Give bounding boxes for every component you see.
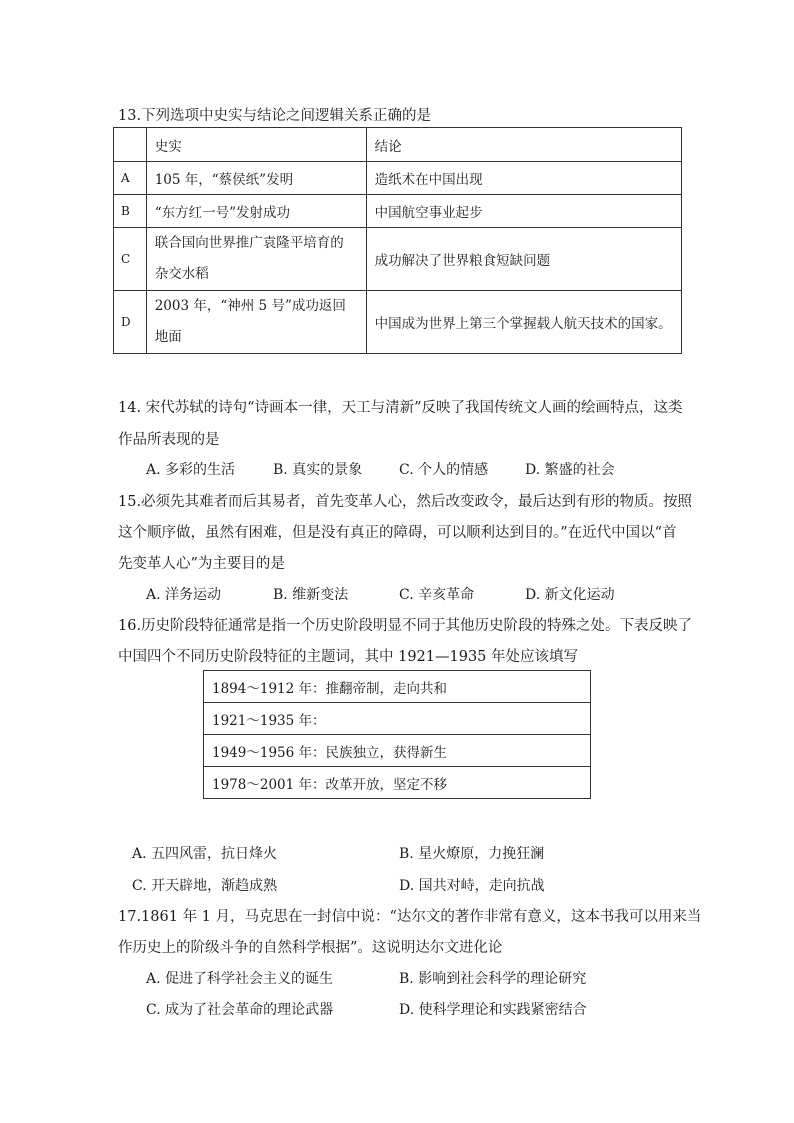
q14-option-b: B. 真实的景象: [273, 462, 363, 478]
q13-row-fact-line2: 杂交水稻: [154, 266, 209, 282]
q13-row-key: B: [114, 195, 147, 228]
q13-stem: 13.下列选项中史实与结论之间逻辑关系正确的是: [118, 108, 432, 124]
q13-row-d: [114, 291, 682, 354]
q16-option-b: B. 星火燎原，力挽狂澜: [399, 846, 545, 862]
q16-stem-line1: 16.历史阶段特征通常是指一个历史阶段明显不同于其他历史阶段的特殊之处。下表反映了: [118, 618, 693, 634]
q14-stem-line1: 14. 宋代苏轼的诗句“诗画本一律，天工与清新”反映了我国传统文人画的绘画特点，这类: [118, 400, 683, 416]
q16-stem-line2: 中国四个不同历史阶段特征的主题词，其中 1921—1935 年处应该填写: [118, 649, 579, 665]
q14-option-c: C. 个人的情感: [399, 462, 489, 478]
q13-header-key: [114, 128, 147, 162]
q16-option-a: A. 五四风雷，抗日烽火: [132, 846, 278, 862]
q13-row-c: [114, 228, 682, 291]
q17-stem-line1: 17.1861 年 1 月，马克思在一封信中说：“达尔文的著作非常有意义，这本书我可以用来当: [118, 909, 702, 925]
q13-row-conclusion: 中国航空事业起步: [366, 195, 681, 228]
q13-row-fact: [146, 228, 366, 291]
q13-row-fact: “东方红一号”发射成功: [146, 195, 366, 228]
q14-option-d: D. 繁盛的社会: [525, 462, 615, 478]
q14-stem-line2: 作品所表现的是: [118, 432, 220, 448]
q15-option-a: A. 洋务运动: [146, 587, 222, 603]
q13-row-fact: [146, 291, 366, 354]
q16-table-row: 1949～1956 年：民族独立，获得新生: [204, 735, 591, 767]
q16-option-d: D. 国共对峙，走向抗战: [399, 878, 545, 894]
q17-option-c: C. 成为了社会革命的理论武器: [146, 1002, 334, 1018]
q13-row-fact-line2: 地面: [154, 329, 182, 345]
q13-header-row: [114, 128, 682, 162]
q13-row-b: [114, 195, 682, 228]
q13-header-conclusion: 结论: [366, 128, 681, 162]
q13-header-fact: 史实: [146, 128, 366, 162]
q13-row-conclusion: 造纸术在中国出现: [366, 162, 681, 195]
q15-option-b: B. 维新变法: [273, 587, 349, 603]
q16-option-c: C. 开天辟地，渐趋成熟: [132, 878, 278, 894]
q13-table: [113, 127, 682, 354]
q15-stem-line2: 这个顺序做，虽然有困难，但是没有真正的障碍，可以顺利达到目的。”在近代中国以“首: [118, 525, 677, 541]
q17-stem-line2: 作历史上的阶级斗争的自然科学根据”。这说明达尔文进化论: [118, 940, 503, 956]
q13-row-fact-line1: 联合国向世界推广袁隆平培育的: [154, 235, 344, 251]
q17-option-a: A. 促进了科学社会主义的诞生: [146, 971, 334, 987]
q13-row-a: [114, 162, 682, 195]
q13-row-conclusion: 成功解决了世界粮食短缺问题: [366, 228, 681, 291]
q15-stem-line3: 先变革人心”为主要目的是: [118, 556, 285, 572]
q13-row-key: C: [114, 228, 147, 291]
q17-option-d: D. 使科学理论和实践紧密结合: [399, 1002, 587, 1018]
q17-option-b: B. 影响到社会科学的理论研究: [399, 971, 587, 987]
q13-row-fact: 105 年，“蔡侯纸”发明: [146, 162, 366, 195]
q15-option-d: D. 新文化运动: [525, 587, 615, 603]
q13-row-fact-line1: 2003 年，“神州 5 号”成功返回: [154, 298, 346, 314]
q16-table-row: 1921～1935 年：: [204, 703, 591, 735]
q16-table: [203, 670, 591, 799]
q15-stem-line1: 15.必须先其难者而后其易者，首先变革人心，然后改变政令，最后达到有形的物质。按照: [118, 494, 693, 510]
q14-option-a: A. 多彩的生活: [146, 462, 236, 478]
q16-table-row: 1894～1912 年：推翻帝制，走向共和: [204, 671, 591, 703]
q15-option-c: C. 辛亥革命: [399, 587, 475, 603]
q13-row-key: D: [114, 291, 147, 354]
q13-row-key: A: [114, 162, 147, 195]
q16-table-row: 1978～2001 年：改革开放，坚定不移: [204, 767, 591, 799]
q13-row-conclusion: 中国成为世界上第三个掌握载人航天技术的国家。: [366, 291, 681, 354]
